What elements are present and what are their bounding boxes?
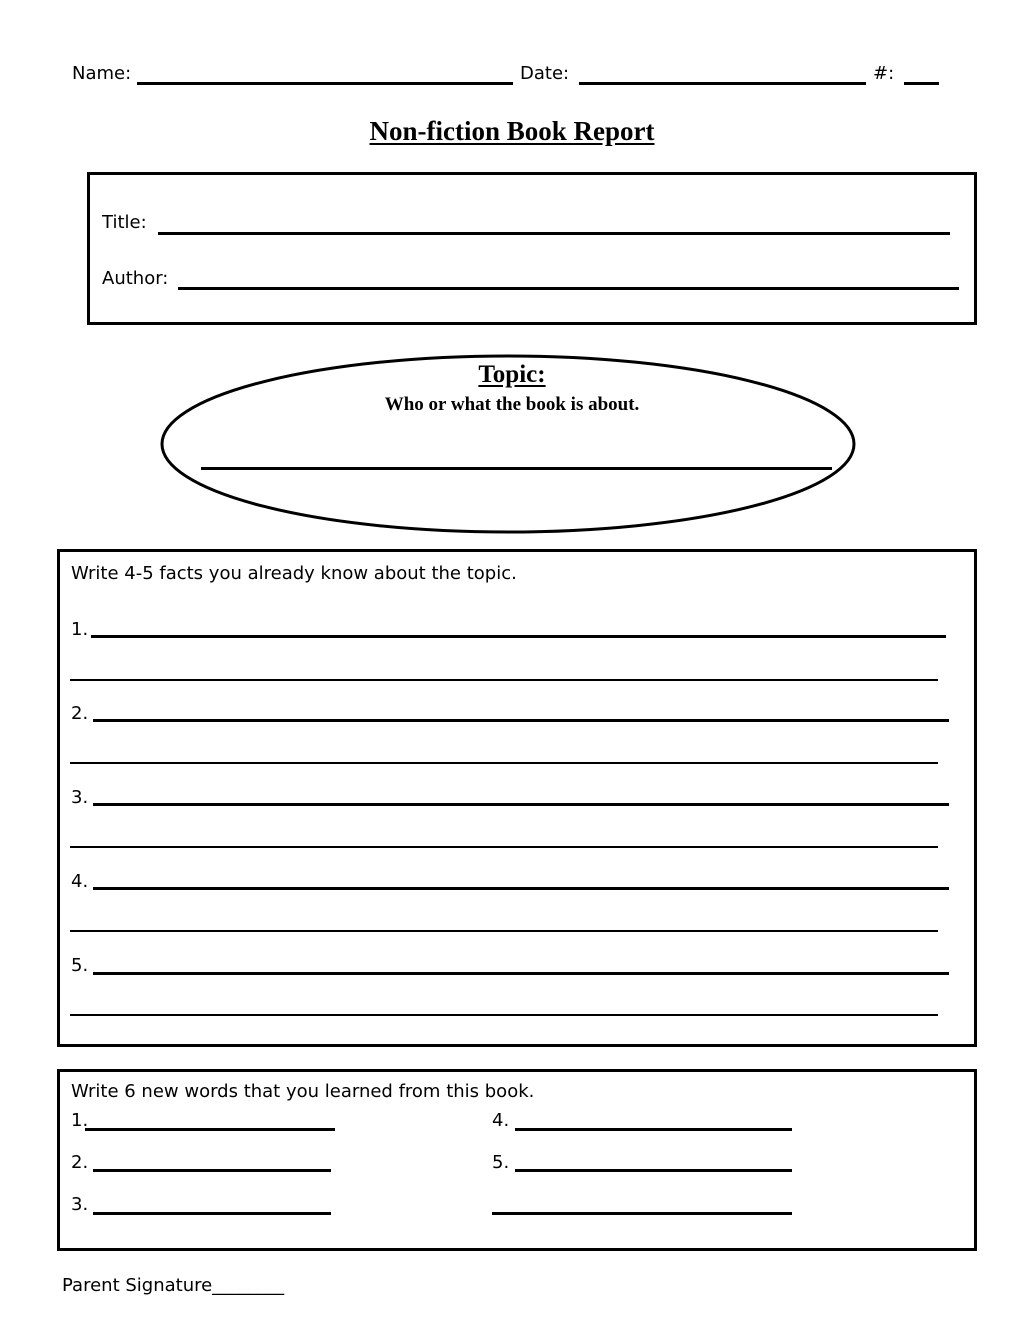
parent-signature-field[interactable] — [220, 1275, 322, 1299]
word-2-field[interactable] — [93, 1169, 331, 1172]
topic-heading: Topic: — [478, 361, 546, 388]
word-number-5: 5. — [492, 1152, 510, 1173]
fact-4-field[interactable] — [93, 887, 949, 890]
fact-2-field[interactable] — [93, 719, 949, 722]
fact-3-continuation-line[interactable] — [70, 846, 938, 848]
word-number-3: 3. — [71, 1194, 89, 1215]
word-3-field[interactable] — [93, 1212, 331, 1215]
fact-1-field[interactable] — [91, 635, 946, 638]
date-field[interactable] — [579, 82, 866, 85]
words-instruction: Write 6 new words that you learned from this book. — [71, 1081, 535, 1102]
name-field[interactable] — [137, 82, 513, 85]
fact-number-3: 3. — [71, 787, 89, 808]
book-info-box — [87, 172, 977, 325]
fact-number-5: 5. — [71, 955, 89, 976]
number-field[interactable] — [904, 82, 939, 85]
book-title-field[interactable] — [158, 232, 950, 235]
word-6-field[interactable] — [492, 1212, 792, 1215]
fact-2-continuation-line[interactable] — [70, 762, 938, 764]
word-5-field[interactable] — [515, 1169, 792, 1172]
topic-field[interactable] — [201, 467, 832, 470]
fact-number-2: 2. — [71, 703, 89, 724]
facts-instruction: Write 4-5 facts you already know about the topic. — [71, 563, 517, 584]
fact-3-field[interactable] — [93, 803, 949, 806]
fact-4-continuation-line[interactable] — [70, 930, 938, 932]
page-title: Non-fiction Book Report — [369, 116, 655, 146]
date-label: Date: — [520, 63, 570, 84]
page-title-wrap — [0, 114, 1024, 148]
fact-5-continuation-line[interactable] — [70, 1014, 938, 1016]
number-label: #: — [873, 63, 895, 84]
fact-1-continuation-line[interactable] — [70, 679, 938, 681]
word-4-field[interactable] — [515, 1128, 792, 1131]
parent-signature-label: Parent Signature________ — [62, 1275, 285, 1296]
book-title-label: Title: — [102, 212, 147, 233]
word-number-2: 2. — [71, 1152, 89, 1173]
fact-5-field[interactable] — [93, 972, 949, 975]
word-1-field[interactable] — [85, 1128, 335, 1131]
topic-heading-wrap — [162, 360, 862, 390]
author-label: Author: — [102, 268, 169, 289]
author-field[interactable] — [178, 287, 959, 290]
fact-number-1: 1. — [71, 619, 89, 640]
word-number-4: 4. — [492, 1110, 510, 1131]
word-number-1: 1. — [71, 1110, 89, 1131]
fact-number-4: 4. — [71, 871, 89, 892]
topic-subheading: Who or what the book is about. — [384, 394, 640, 415]
name-label: Name: — [72, 63, 132, 84]
